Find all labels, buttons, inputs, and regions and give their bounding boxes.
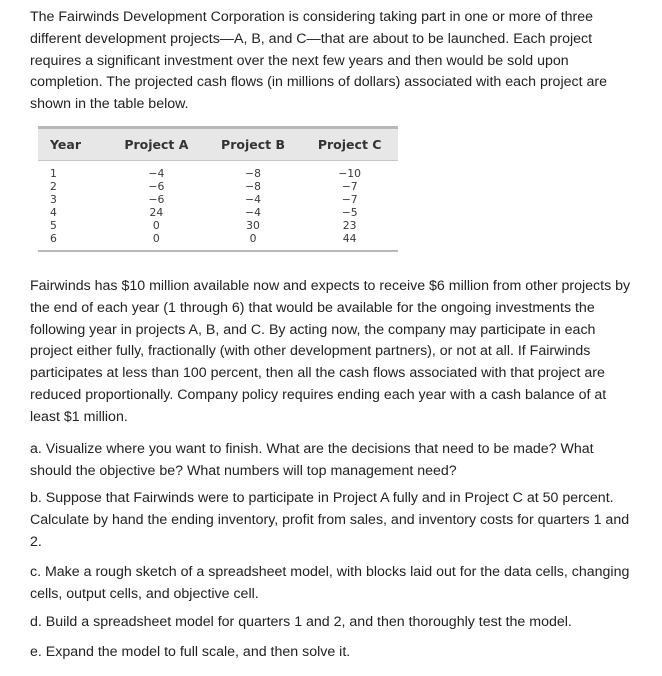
- cell-project-b: −4: [245, 193, 261, 207]
- info-paragraph: Fairwinds has $10 million available now and expects to receive $6 million from other projects by the end of each year (1 through 6) that would be available for the ongoing investments the following year in projects A, B, and C. By acting now, the company may participate in each project either fully, fractionally (with other development partners), or not at all. If Fairwinds participates at less than 100 percent, then all the cash flows associated with that project are reduced proportionally. Company policy requires ending each year with a cash balance of at least $1 million.: [30, 278, 631, 425]
- cell-project-c: −5: [341, 206, 358, 220]
- header-project-c: Project C: [317, 137, 382, 152]
- header-project-b: Project B: [221, 137, 285, 152]
- table-row: [38, 161, 398, 181]
- question-b: b. Suppose that Fairwinds were to participate in Project A fully and in Project C at 50 percent. Calculate by hand the ending inventory, profit from sales, and inventory costs for quarters 1 and 2.: [30, 490, 630, 550]
- cell-year: 1: [50, 167, 57, 180]
- cell-project-c: −7: [341, 180, 358, 194]
- cell-year: 5: [50, 219, 57, 233]
- cell-project-a: 0: [152, 232, 160, 246]
- question-c: c. Make a rough sketch of a spreadsheet model, with blocks laid out for the data cells, changing cells, output cells, and objective cell.: [30, 564, 630, 602]
- cell-project-b: −8: [245, 167, 261, 180]
- cell-project-a: 24: [149, 206, 164, 220]
- cell-project-c: −7: [341, 193, 358, 207]
- cell-year: 6: [50, 232, 57, 246]
- question-d: d. Build a spreadsheet model for quarters 1 and 2, and then thoroughly test the model.: [30, 614, 572, 630]
- table-row: [38, 180, 398, 193]
- cell-project-a: 0: [152, 219, 160, 233]
- question-a: a. Visualize where you want to finish. What are the decisions that need to be made? What should the objective be? What numbers will top management need?: [30, 441, 594, 479]
- table-row: [38, 193, 398, 206]
- table-row: [38, 232, 398, 250]
- header-year: Year: [50, 137, 81, 152]
- cell-project-a: −6: [148, 193, 165, 207]
- question-e: e. Expand the model to full scale, and then solve it.: [30, 644, 351, 660]
- table-header-row: [38, 128, 398, 161]
- cash-flow-table: [38, 126, 398, 252]
- cell-project-a: −4: [148, 167, 165, 180]
- cell-project-a: −6: [148, 180, 165, 194]
- cell-year: 4: [50, 206, 57, 220]
- cash-flow-table-wrapper: [38, 126, 398, 252]
- cell-project-b: −8: [245, 180, 261, 194]
- table-row: [38, 206, 398, 219]
- table-row: [38, 219, 398, 232]
- cell-project-c: 44: [342, 232, 357, 246]
- cell-year: 3: [50, 193, 57, 207]
- cell-year: 2: [50, 180, 57, 194]
- cell-project-b: 30: [246, 219, 260, 233]
- cell-project-b: 0: [249, 232, 257, 246]
- cell-project-c: −10: [338, 167, 362, 180]
- header-project-a: Project A: [124, 137, 189, 152]
- cell-project-c: 23: [342, 219, 357, 233]
- cell-project-b: −4: [245, 206, 261, 220]
- intro-paragraph: The Fairwinds Development Corporation is considering taking part in one or more of three different development projects—A, B, and C—that are about to be launched. Each project requires a significant investment over the next few years and then would be sold upon completion. The projected cash flows (in millions of dollars) associated with each project are shown in the table below.: [30, 9, 607, 113]
